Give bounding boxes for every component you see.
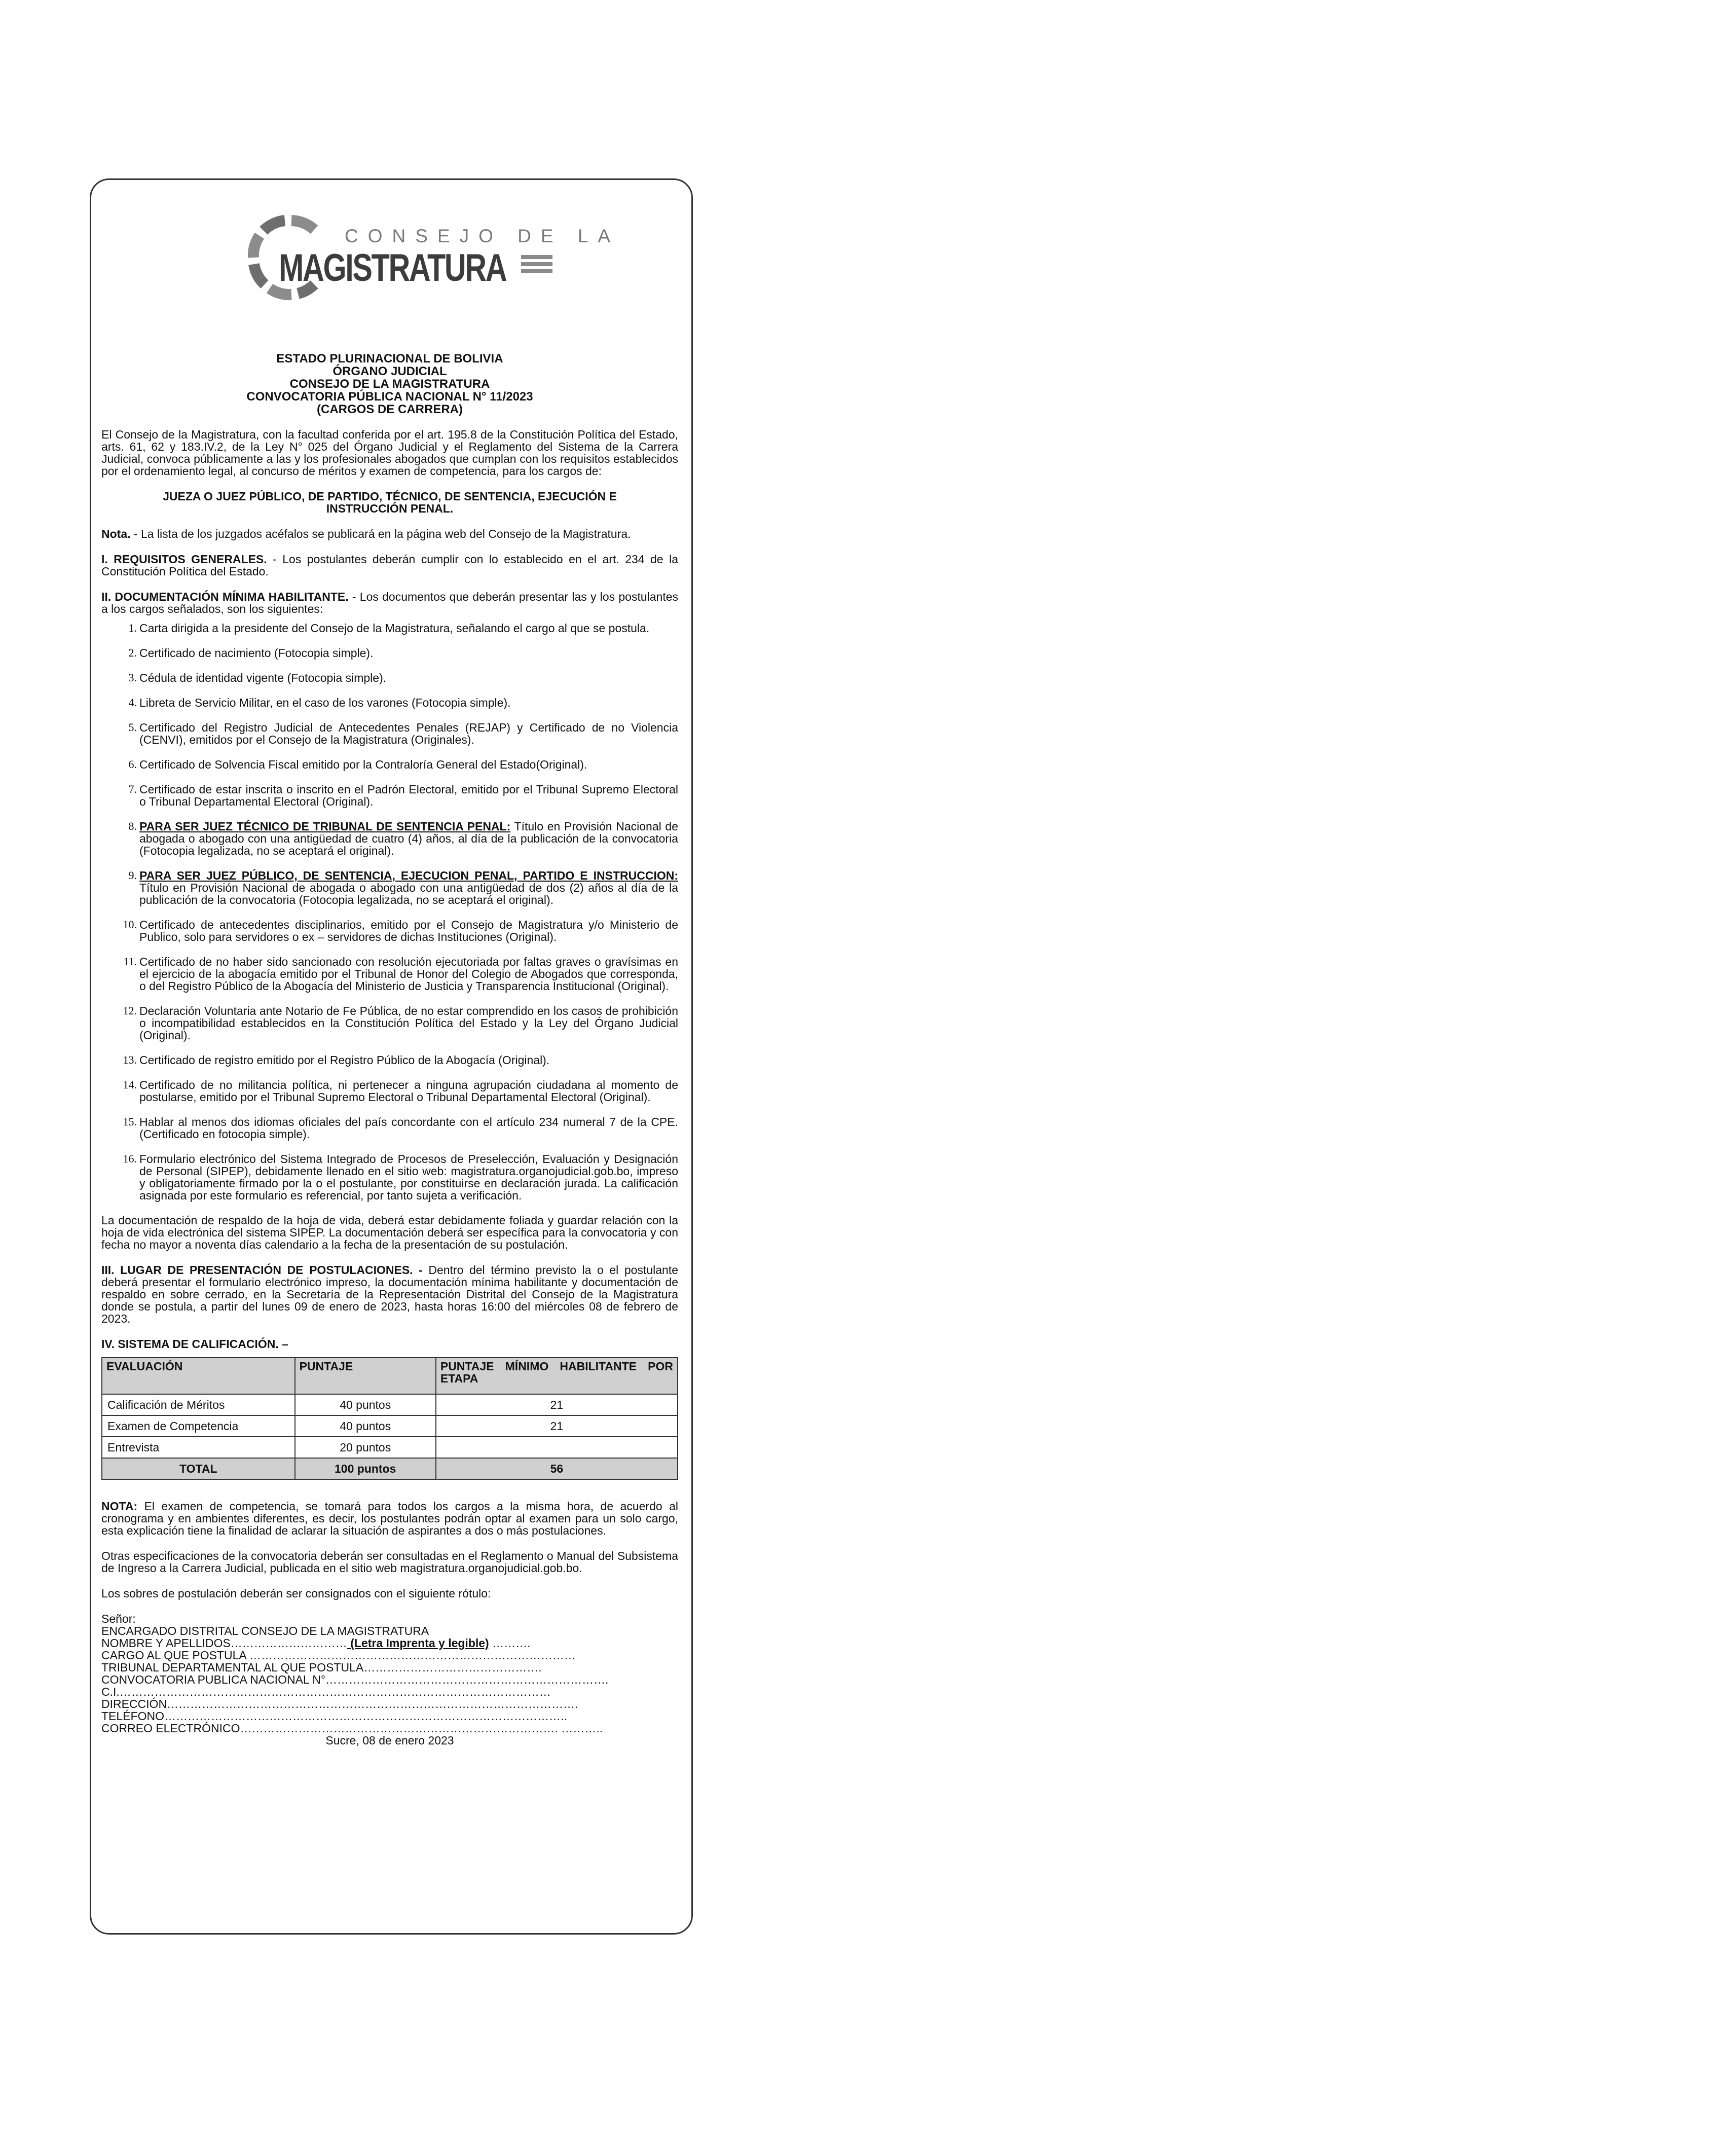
section-lugar bbox=[101, 1264, 678, 1325]
table-cell: 100 puntos bbox=[295, 1458, 436, 1479]
requirement-item bbox=[101, 783, 678, 808]
requirement-text: Carta dirigida a la presidente del Consejo de la Magistratura, señalando el cargo al que se postula. bbox=[139, 622, 650, 635]
table-cell: Calificación de Méritos bbox=[102, 1394, 295, 1415]
date-line: Sucre, 08 de enero 2023 bbox=[325, 1734, 454, 1747]
nota-text: - La lista de los juzgados acéfalos se publicará en la página web del Consejo de la Magistratura. bbox=[130, 527, 631, 540]
table-cell: 20 puntos bbox=[295, 1437, 436, 1458]
document-body bbox=[101, 428, 678, 1746]
requirement-number: 2. bbox=[128, 646, 137, 659]
nota-text: El examen de competencia, se tomará para todos los cargos a la misma hora, de acuerdo al cronograma y en ambientes diferentes, es decir, los postulantes podrán optar al examen para un solo cargo, esta explicación tiene la finalidad de aclarar la situación de aspirantes a dos o más postulaciones. bbox=[101, 1500, 678, 1537]
table-header-row bbox=[102, 1358, 678, 1394]
envelope-label-block bbox=[101, 1613, 678, 1746]
documentation-paragraph: La documentación de respaldo de la hoja de vida, deberá estar debidamente foliada y guardar relación con la hoja de vida electrónica del sistema SIPEP. La documentación deberá ser específica para la convocatoria y con fecha no mayor a noventa días calendario a la fecha de la presentación de su postulación. bbox=[101, 1214, 678, 1251]
requirement-number: 4. bbox=[128, 696, 137, 709]
requirement-number: 9. bbox=[128, 869, 137, 882]
requirement-item bbox=[101, 820, 678, 857]
requirement-number: 3. bbox=[128, 671, 137, 684]
table-cell: TOTAL bbox=[102, 1458, 295, 1479]
requirement-item bbox=[101, 1116, 678, 1140]
requirement-item bbox=[101, 1153, 678, 1202]
requirement-text: Cédula de identidad vigente (Fotocopia simple). bbox=[139, 671, 387, 684]
heading-line: CONSEJO DE LA MAGISTRATURA bbox=[289, 377, 490, 391]
requirement-item bbox=[101, 672, 678, 684]
column-header: EVALUACIÓN bbox=[102, 1358, 295, 1394]
section-requisitos bbox=[101, 553, 678, 577]
requirement-number: 16. bbox=[123, 1152, 137, 1165]
requirement-text: Título en Provisión Nacional de abogada o abogado con una antigüedad de dos (2) años al día de la publicación de la convocatoria (Fotocopia legalizada, no se aceptará el original). bbox=[139, 881, 678, 906]
nota-label: Nota. bbox=[101, 527, 131, 540]
heading-line: ESTADO PLURINACIONAL DE BOLIVIA bbox=[276, 352, 503, 366]
rotulo-line: Señor: bbox=[101, 1612, 136, 1625]
table-total-row bbox=[102, 1458, 678, 1479]
requirement-number: 15. bbox=[123, 1115, 137, 1128]
requirement-number: 1. bbox=[128, 622, 137, 634]
section-label: II. DOCUMENTACIÓN MÍNIMA HABILITANTE. bbox=[101, 590, 349, 603]
table-cell: 40 puntos bbox=[295, 1394, 436, 1415]
requirement-lead: PARA SER JUEZ TÉCNICO DE TRIBUNAL DE SENTENCIA PENAL: bbox=[139, 820, 511, 833]
rotulo-line: DIRECCIÓN……………………………………………………………………………………………. bbox=[101, 1697, 578, 1710]
requirement-text: Certificado de no militancia política, ni pertenecer a ninguna agrupación ciudadana al momento de postularse, emitido por el Tribunal Supremo Electoral o Tribunal Departamental Electoral (Original). bbox=[139, 1078, 678, 1104]
rotulo-line: CONVOCATORIA PUBLICA NACIONAL N°………………………………………………………………. bbox=[101, 1673, 609, 1686]
logo-top-text: CONSEJO DE LA bbox=[345, 226, 620, 246]
requirement-text: Libreta de Servicio Militar, en el caso de los varones (Fotocopia simple). bbox=[139, 696, 511, 709]
nota-label: NOTA: bbox=[101, 1500, 138, 1513]
requirement-text: Certificado de estar inscrita o inscrito en el Padrón Electoral, emitido por el Tribunal Supremo Electoral o Tribunal Departamental Electoral (Original). bbox=[139, 783, 678, 808]
heading-line: ÓRGANO JUDICIAL bbox=[333, 365, 447, 378]
requirement-text: Hablar al menos dos idiomas oficiales del país concordante con el artículo 234 numeral 7 de la CPE. (Certificado en fotocopia simple). bbox=[139, 1115, 678, 1141]
position-title: JUEZA O JUEZ PÚBLICO, DE PARTIDO, TÉCNICO, DE SENTENCIA, EJECUCIÓN E INSTRUCCIÓN PENAL. bbox=[163, 490, 617, 515]
other-specs-paragraph: Otras especificaciones de la convocatoria deberán ser consultadas en el Reglamento o Manual del Subsistema de Ingreso a la Carrera Judicial, publicada en el sitio web magistratura.organojudicial.gob.bo. bbox=[101, 1549, 678, 1575]
requirement-number: 14. bbox=[123, 1078, 137, 1091]
requirement-item bbox=[101, 697, 678, 709]
requirement-text: Formulario electrónico del Sistema Integrado de Procesos de Preselección, Evaluación y Designación de Personal (SIPEP), debidamente llenado en el sitio web: magistratura.organojudicial.gob.bo, impreso y obligatoriamente firmado por la o el postulante, por constituirse en declaración jurada. La calificación asignada por este formulario es referencial, por tanto sujeta a verificación. bbox=[139, 1152, 678, 1202]
requirement-text: Certificado de no haber sido sancionado con resolución ejecutoriada por faltas graves o gravísimas en el ejercicio de la abogacía emitido por el Tribunal de Honor del Colegio de Abogados que corresponda, o del Registro Público de la Abogacía del Ministerio de Justicia y Transparencia Institucional (Original). bbox=[139, 955, 678, 993]
logo-main-text: MAGISTRATURA bbox=[279, 246, 506, 289]
table-cell: Examen de Competencia bbox=[102, 1415, 295, 1437]
requirement-text: Certificado de registro emitido por el Registro Público de la Abogacía (Original). bbox=[139, 1053, 550, 1067]
requirement-item bbox=[101, 869, 678, 906]
table-cell: 21 bbox=[436, 1415, 678, 1437]
requirement-item bbox=[101, 1005, 678, 1041]
requirement-item bbox=[101, 647, 678, 659]
requirement-number: 10. bbox=[123, 918, 137, 931]
column-header: PUNTAJE MÍNIMO HABILITANTE POR ETAPA bbox=[436, 1358, 678, 1394]
requirement-number: 5. bbox=[128, 721, 137, 734]
requirement-number: 7. bbox=[128, 783, 137, 795]
requirement-number: 11. bbox=[123, 955, 137, 968]
requirement-item bbox=[101, 758, 678, 771]
rotulo-line: TRIBUNAL DEPARTAMENTAL AL QUE POSTULA………………………………………. bbox=[101, 1661, 542, 1674]
requirement-text: Certificado de nacimiento (Fotocopia simple). bbox=[139, 646, 374, 660]
rotulo-line: CORREO ELECTRÓNICO………………………………………………………………………. ……….. bbox=[101, 1722, 603, 1735]
document-heading bbox=[101, 352, 678, 416]
nota-examen-paragraph bbox=[101, 1500, 678, 1537]
rotulo-nombre-label: NOMBRE Y APELLIDOS………………………… bbox=[101, 1636, 347, 1650]
requirement-item bbox=[101, 1079, 678, 1103]
nota-paragraph bbox=[101, 528, 678, 540]
table-cell: 40 puntos bbox=[295, 1415, 436, 1437]
section-calificacion bbox=[101, 1338, 678, 1350]
requirement-text: Título en Provisión Nacional de abogada o abogado con una antigüedad de cuatro (4) años, al día de la publicación de la convocatoria (Fotocopia legalizada, no se aceptará el original). bbox=[139, 820, 678, 857]
requirement-number: 8. bbox=[128, 820, 137, 832]
requirement-number: 13. bbox=[123, 1053, 137, 1066]
rotulo-line: ENCARGADO DISTRITAL CONSEJO DE LA MAGISTRATURA bbox=[101, 1624, 429, 1637]
rotulo-line: CARGO AL QUE POSTULA ………………………………………………………………………… bbox=[101, 1649, 576, 1662]
evaluation-table bbox=[101, 1357, 678, 1480]
requirement-number: 12. bbox=[123, 1004, 137, 1017]
sobres-paragraph: Los sobres de postulación deberán ser consignados con el siguiente rótulo: bbox=[101, 1587, 491, 1600]
requirement-item bbox=[101, 919, 678, 943]
table-row bbox=[102, 1394, 678, 1415]
section-documentacion bbox=[101, 591, 678, 615]
convocatoria-notice bbox=[90, 178, 693, 1935]
requirement-lead: PARA SER JUEZ PÚBLICO, DE SENTENCIA, EJECUCION PENAL, PARTIDO E INSTRUCCION: bbox=[139, 869, 678, 882]
section-label: III. LUGAR DE PRESENTACIÓN DE POSTULACIONES. - bbox=[101, 1263, 423, 1277]
requirement-text: Certificado de Solvencia Fiscal emitido por la Contraloría General del Estado(Original). bbox=[139, 758, 587, 771]
section-label: I. REQUISITOS GENERALES. bbox=[101, 553, 267, 566]
table-cell: Entrevista bbox=[102, 1437, 295, 1458]
requirement-item bbox=[101, 622, 678, 634]
requirement-text: Declaración Voluntaria ante Notario de Fe Pública, de no estar comprendido en los casos de prohibición o incompatibilidad establecidos en la Constitución Política del Estado y la Ley del Órgano Judicial (Original). bbox=[139, 1004, 678, 1042]
requirements-list bbox=[101, 622, 678, 1202]
table-row bbox=[102, 1437, 678, 1458]
rotulo-line: TELÉFONO………………………………………………………………………………………….. bbox=[101, 1709, 567, 1723]
rotulo-line: C.I.………………………………………………………………………………………………… bbox=[101, 1685, 551, 1698]
table-cell: 21 bbox=[436, 1394, 678, 1415]
requirement-item bbox=[101, 1054, 678, 1066]
section-label: IV. SISTEMA DE CALIFICACIÓN. – bbox=[101, 1337, 288, 1351]
table-cell bbox=[436, 1437, 678, 1458]
heading-line: CONVOCATORIA PÚBLICA NACIONAL N° 11/2023 bbox=[246, 390, 533, 404]
rotulo-nombre-line bbox=[101, 1637, 678, 1649]
section-text: - Los documentos que deberán presentar las y los postulantes a los cargos señalados, son los siguientes: bbox=[101, 590, 678, 615]
table-cell: 56 bbox=[436, 1458, 678, 1479]
column-header: PUNTAJE bbox=[295, 1358, 436, 1394]
requirement-item bbox=[101, 721, 678, 746]
section-text: Dentro del término previsto la o el postulante deberá presentar el formulario electrónico impreso, la documentación mínima habilitante y documentación de respaldo en sobre cerrado, en la Secretaría de la Representación Distrital del Consejo de la Magistratura donde se postula, a partir del lunes 09 de enero de 2023, hasta horas 16:00 del miércoles 08 de febrero de 2023. bbox=[101, 1263, 678, 1325]
requirement-text: Certificado de antecedentes disciplinarios, emitido por el Consejo de Magistratura y/o Ministerio de Publico, solo para servidores o ex – servidores de dichas Instituciones (Original). bbox=[139, 918, 678, 943]
requirement-text: Certificado del Registro Judicial de Antecedentes Penales (REJAP) y Certificado de no Violencia (CENVI), emitidos por el Consejo de la Magistratura (Originales). bbox=[139, 721, 678, 746]
rotulo-nombre-tail: ………. bbox=[489, 1636, 531, 1650]
table-row bbox=[102, 1415, 678, 1437]
requirement-number: 6. bbox=[128, 758, 137, 771]
heading-line: (CARGOS DE CARRERA) bbox=[317, 403, 463, 416]
rotulo-nombre-note: (Letra Imprenta y legible) bbox=[347, 1636, 489, 1650]
section-text: - Los postulantes deberán cumplir con lo establecido en el art. 234 de la Constitución Política del Estado. bbox=[101, 553, 678, 578]
intro-paragraph: El Consejo de la Magistratura, con la facultad conferida por el art. 195.8 de la Constitución Política del Estado, arts. 61, 62 y 183.IV.2, de la Ley N° 025 del Órgano Judicial y el Reglamento del Sistema de la Carrera Judicial, convoca públicamente a las y los profesionales abogados que cumplan con los requisitos establecidos por el ordenamiento legal, al concurso de méritos y examen de competencia, para los cargos de: bbox=[101, 428, 678, 478]
requirement-item bbox=[101, 956, 678, 992]
